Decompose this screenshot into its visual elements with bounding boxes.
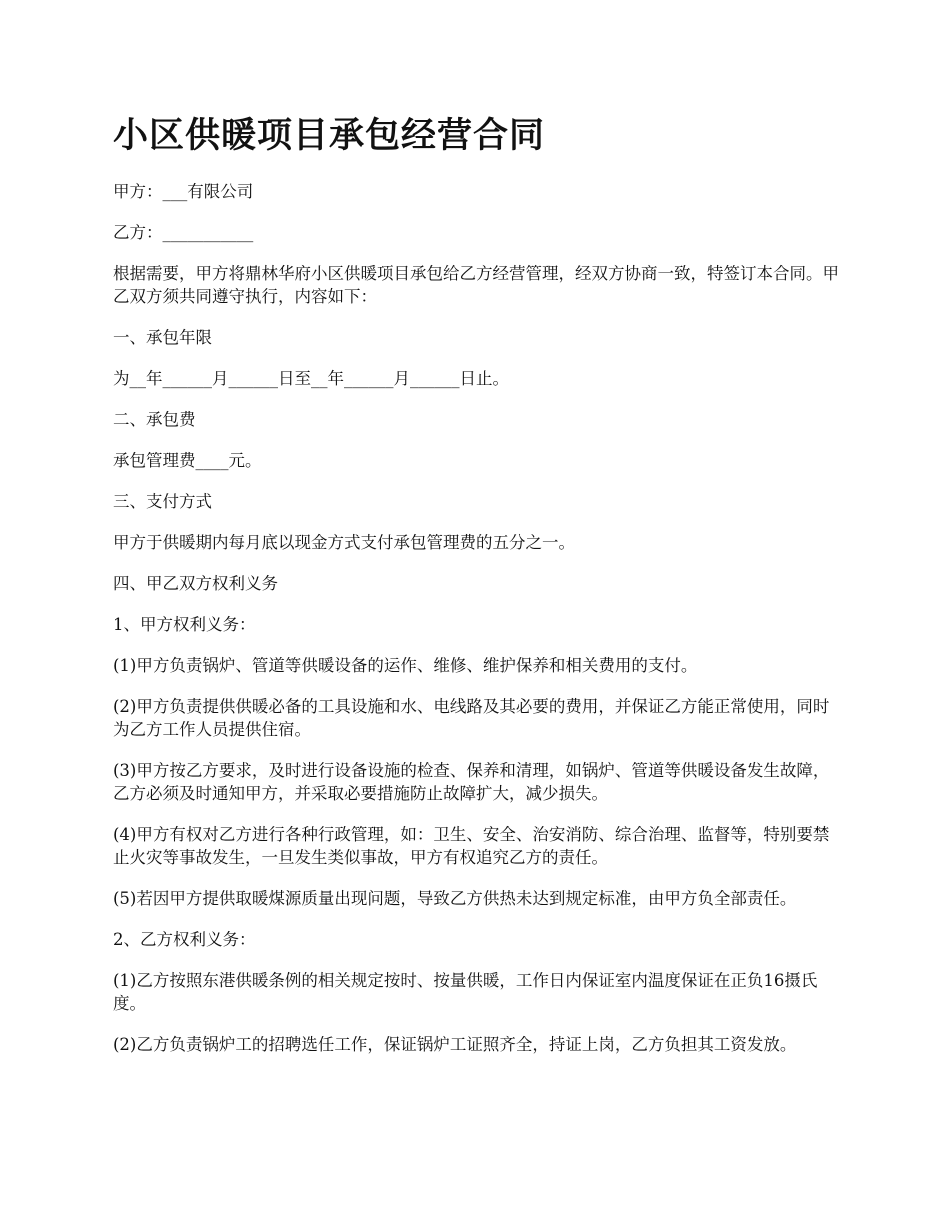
party-b-line: 乙方：___________ [113,223,254,242]
party-b-clause-2: (2)乙方负责锅炉工的招聘选任工作，保证锅炉工证照齐全，持证上岗，乙方负担其工资发放。 [113,1035,797,1054]
section-heading-rights: 四、甲乙双方权利义务 [113,574,278,593]
document-title: 小区供暖项目承包经营合同 [113,116,546,156]
party-a-clause-1: (1)甲方负责锅炉、管道等供暖设备的运作、维修、维护保养和相关费用的支付。 [113,656,698,675]
section-heading-term: 一、承包年限 [113,328,212,347]
payment-paragraph: 甲方于供暖期内每月底以现金方式支付承包管理费的五分之一。 [113,533,575,552]
subheading-party-b-rights: 2、乙方权利义务： [113,930,256,949]
fee-paragraph: 承包管理费____元。 [113,451,262,470]
party-a-clause-2: (2)甲方负责提供供暖必备的工具设施和水、电线路及其必要的费用，并保证乙方能正常使用，同时为乙方工作人员提供住宿。 [113,697,830,739]
section-heading-fee: 二、承包费 [113,410,196,429]
document-page [113,112,843,1074]
party-a-clause-4: (4)甲方有权对乙方进行各种行政管理，如：卫生、安全、治安消防、综合治理、监督等，特别要禁止火灾等事故发生，一旦发生类似事故，甲方有权追究乙方的责任。 [113,825,830,867]
party-a-line: 甲方：___有限公司 [113,182,254,201]
subheading-party-a-rights: 1、甲方权利义务： [113,615,256,634]
party-a-clause-3: (3)甲方按乙方要求，及时进行设备设施的检查、保养和清理，如锅炉、管道等供暖设备发生故障，乙方必须及时通知甲方，并采取必要措施防止故障扩大，减少损失。 [113,761,830,803]
term-dates-paragraph: 为__年______月______日至__年______月______日止。 [113,369,509,388]
preamble-paragraph: 根据需要，甲方将鼎林华府小区供暖项目承包给乙方经营管理，经双方协商一致，特签订本合同。甲乙双方须共同遵守执行，内容如下： [113,264,839,306]
party-a-clause-5: (5)若因甲方提供取暖煤源质量出现问题，导致乙方供热未达到规定标准，由甲方负全部责任。 [113,889,797,908]
party-b-clause-1: (1)乙方按照东港供暖条例的相关规定按时、按量供暖，工作日内保证室内温度保证在正负16摄氏度。 [113,971,818,1013]
section-heading-payment: 三、支付方式 [113,492,212,511]
